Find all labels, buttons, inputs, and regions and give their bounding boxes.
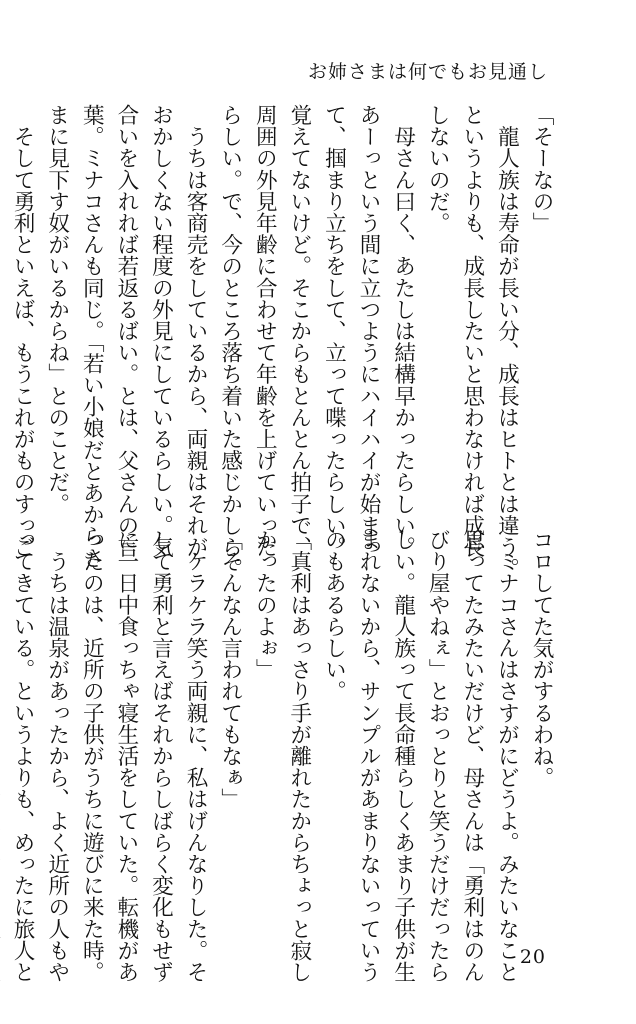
text-line: に一日中食っちゃ寝生活をしていた。転機があ: [113, 529, 139, 983]
text-line: しい。龍人族って長命種らしくあまり子供が生: [390, 529, 416, 983]
text-line: うちは客商売をしているから、両親はそれが: [183, 104, 209, 558]
text-line: びり屋やねぇ」とおっとりと笑うだけだったら: [425, 529, 451, 983]
text-line: 周囲の外見年齢に合わせて年齢を上げていった: [252, 104, 278, 558]
text-line: ったのは、近所の子供がうちに遊びに来た時。: [79, 529, 105, 983]
text-line: おかしくない程度の外見にしているらしい。気: [148, 104, 174, 558]
running-header: お姉さまは何でもお見通し: [307, 61, 548, 83]
text-line: て、掴まり立ちをして、立って喋ったらしい。: [321, 104, 347, 558]
text-line: ミナコさんはさすがにどうよ。みたいなこと: [494, 529, 520, 983]
text-line: 「真利はあっさり手が離れたからちょっと寂し: [286, 529, 312, 983]
text-block-top: [10, 104, 558, 580]
text-line: 思ってたみたいだけど、母さんは「勇利はのん: [459, 529, 485, 983]
text-line: のもあるらしい。: [321, 529, 347, 702]
text-line: 合いを入れれば若返るばい。とは、父さんの言: [113, 104, 139, 558]
text-line: というよりも、成長したいと思わなければ成長: [459, 104, 485, 558]
text-line: そして勇利といえば、もうこれがものすっご: [10, 104, 36, 558]
text-line: まれないから、サンプルがあまりないっていう: [356, 529, 382, 983]
text-line: コロしてた気がするわね。: [529, 529, 554, 789]
text-line: らしい。で、今のところ落ち着いた感じかしら。: [217, 104, 243, 580]
text-line: [0, 104, 5, 506]
text-line: まに見下す奴がいるからね」とのことだ。: [44, 104, 70, 515]
text-line: 母さん曰く、あたしは結構早かったらしい。: [390, 104, 416, 558]
text-line: しないのだ。: [425, 104, 451, 234]
text-line: うちは温泉があったから、よく近所の人もや: [44, 529, 70, 983]
text-line: ケラケラ笑う両親に、私はげんなりした。そ: [183, 529, 209, 983]
page-number: 20: [519, 946, 546, 968]
text-line: あーっという間に立つようにハイハイが始まっ: [356, 104, 382, 558]
text-line: 覚えてないけど。そこからもとんとん拍子で、: [286, 104, 312, 558]
text-line: 「そんなん言われてもなぁ」: [217, 529, 243, 810]
text-line: 龍人族は寿命が長い分、成長はヒトとは違う。: [494, 104, 520, 580]
text-line: ってきている。というよりも、めったに旅人と: [10, 529, 36, 983]
text-line: [0, 529, 5, 931]
text-line: 葉。ミナコさんも同じ。「若い小娘だとあからさ: [79, 104, 105, 569]
text-line: 「そーなの」: [529, 104, 554, 234]
text-line: して勇利と言えばそれからしばらく変化もせず: [148, 529, 174, 983]
text-line: かったのよぉ」: [252, 529, 278, 681]
